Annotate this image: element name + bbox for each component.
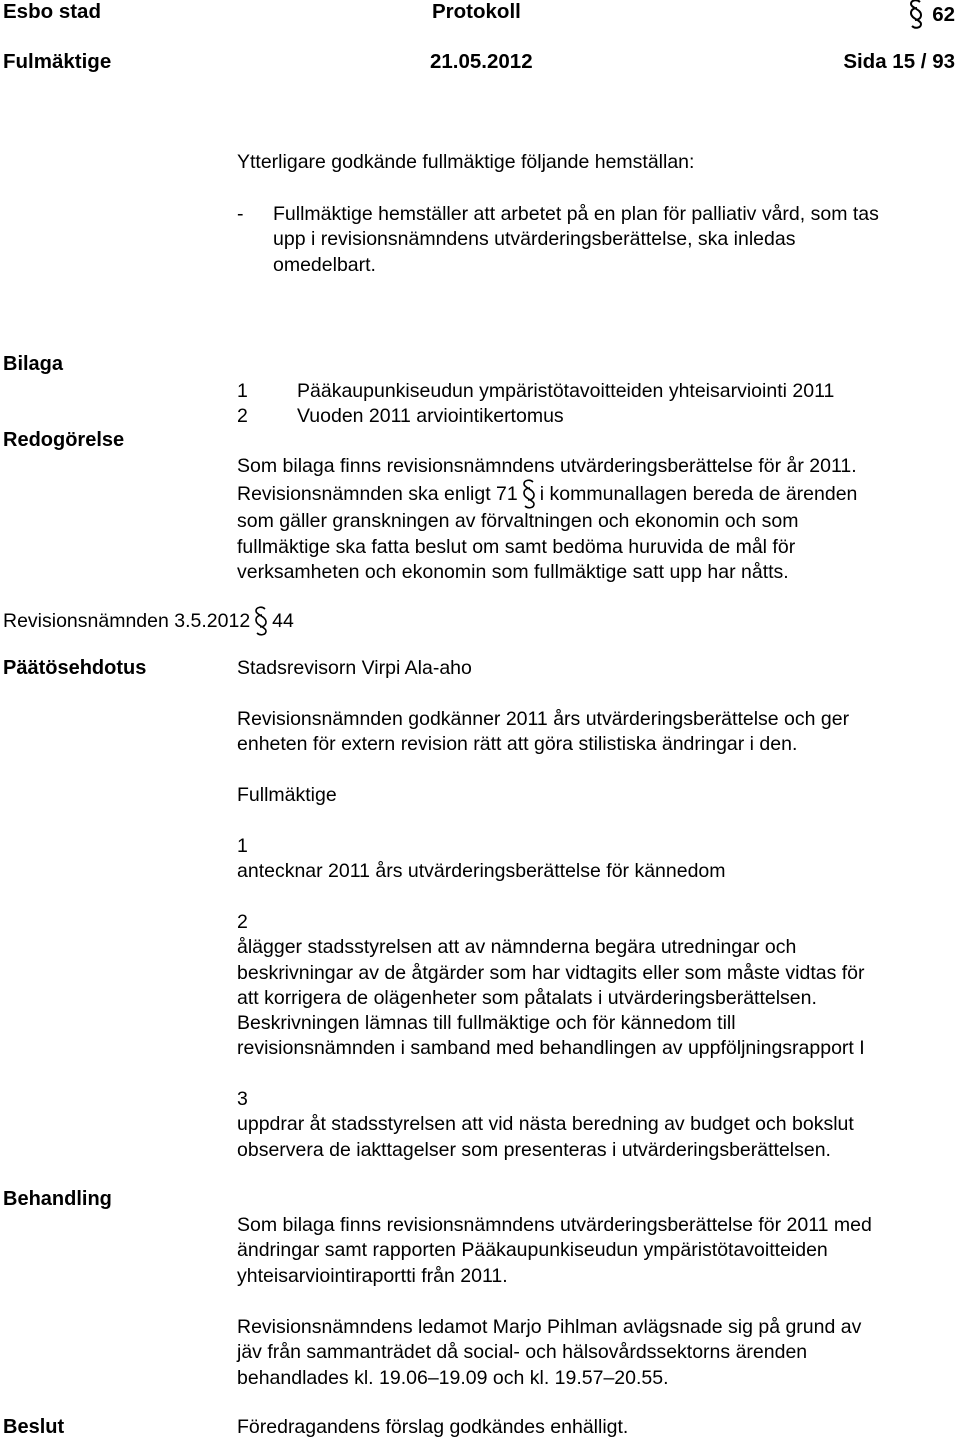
behandling-line: Som bilaga finns revisionsnämndens utvärderingsberättelse för 2011 med [237,1214,872,1236]
redogorelse-line: fullmäktige ska fatta beslut om samt bedöma huruvida de mål för [237,535,796,558]
proposal-item-line: beskrivningar av de åtgärder som har vidtagits eller som måste vidtas för [237,961,865,984]
proposal-item-line: antecknar 2011 års utvärderingsberättelse för kännedom [237,860,726,883]
revision-ref-date: Revisionsnämnden 3.5.2012 [3,610,251,632]
protocol-number [904,0,955,29]
behandling-label: Behandling [3,1188,112,1210]
redogorelse-line: Som bilaga finns revisionsnämndens utvärderingsberättelse för år 2011. [237,455,857,477]
redogorelse-line: som gäller granskningen av förvaltningen och ekonomin och som [237,510,799,533]
behandling-line: behandlades kl. 19.06–19.09 och kl. 19.57–20.55. [237,1366,669,1389]
proposal-item [237,1087,854,1163]
proposal-council: Fullmäktige [237,784,337,806]
behandling-paragraph [237,1213,872,1289]
proposal-item-line: uppdrar åt stadsstyrelsen att vid nästa beredning av budget och bokslut [237,1113,854,1136]
bilaga-item-num: 1 [237,380,248,402]
section-sign-icon [522,479,536,509]
proposal-line: Revisionsnämnden godkänner 2011 års utvärderingsberättelse och ger [237,708,850,730]
proposal-item-num: 2 [237,911,248,933]
proposal-item-num: 3 [237,1088,248,1110]
behandling-line: Revisionsnämndens ledamot Marjo Pihlman avlägsnade sig på grund av [237,1316,862,1338]
redogorelse-text [237,454,857,585]
beslut-text: Föredragandens förslag godkändes enhälligt. [237,1416,629,1438]
redogorelse-line-part: Revisionsnämnden ska enligt 71 [237,483,518,506]
proposal-item-line: revisionsnämnden i samband med behandlingen av uppföljningsrapport I [237,1037,865,1060]
intro-line: upp i revisionsnämndens utvärderingsberättelse, ska inledas [273,228,796,251]
bilaga-item-num: 2 [237,405,248,427]
redogorelse-line-part: i kommunallagen bereda de ärenden [539,483,858,506]
proposal-item-line: observera de iakttagelser som presenteras i utvärderingsberättelsen. [237,1138,831,1161]
intro-item [273,202,879,278]
redogorelse-label: Redogörelse [3,429,125,451]
body-name: Fulmäktige [3,50,112,73]
bilaga-label: Bilaga [3,353,64,375]
page-number: Sida 15 / 93 [843,50,955,73]
proposal-item [237,834,726,885]
intro-line: Fullmäktige hemställer att arbetet på en plan för palliativ vård, som tas [273,203,879,225]
proposal-item-line: Beskrivningen lämnas till fullmäktige och för kännedom till [237,1012,736,1035]
proposal-line: enheten för extern revision rätt att göra stilistiska ändringar i den. [237,733,798,756]
redogorelse-line: verksamheten och ekonomin som fullmäktige satt upp har nåtts. [237,560,789,583]
proposal-item-num: 1 [237,835,248,857]
behandling-paragraph [237,1315,861,1391]
protocol-number-value: 62 [932,3,955,26]
bilaga-item-text: Pääkaupunkiseudun ympäristötavoitteiden yhteisarviointi 2011 [297,380,835,402]
proposal-item-line: att korrigera de olägenheter som påtalats i utvärderingsberättelsen. [237,986,817,1009]
org-name: Esbo stad [3,0,101,23]
bilaga-item [237,379,834,404]
intro-heading: Ytterligare godkände fullmäktige följande hemställan: [237,151,695,173]
section-sign-icon [908,0,924,29]
intro-dash: - [237,203,244,225]
behandling-line: ändringar samt rapporten Pääkaupunkiseudun ympäristötavoitteiden [237,1239,828,1262]
bilaga-item [237,404,564,429]
behandling-line: yhteisarviointiraportti från 2011. [237,1264,508,1287]
proposal-item-line: ålägger stadsstyrelsen att av nämnderna begära utredningar och [237,936,797,959]
section-sign-icon [254,606,268,636]
intro-line: omedelbart. [273,253,376,276]
revision-ref [3,606,294,636]
meeting-date: 21.05.2012 [430,50,533,73]
doc-type: Protokoll [432,0,521,23]
proposal-item [237,910,865,1062]
beslut-label: Beslut [3,1416,65,1438]
revision-ref-number: 44 [272,610,294,632]
proposal-label: Päätösehdotus [3,657,147,679]
proposal-presenter: Stadsrevisorn Virpi Ala-aho [237,657,472,679]
redogorelse-line [237,479,857,509]
proposal-paragraph [237,707,849,758]
behandling-line: jäv från sammanträdet då social- och hälsovårdssektorns ärenden [237,1341,808,1364]
bilaga-item-text: Vuoden 2011 arviointikertomus [297,405,564,427]
